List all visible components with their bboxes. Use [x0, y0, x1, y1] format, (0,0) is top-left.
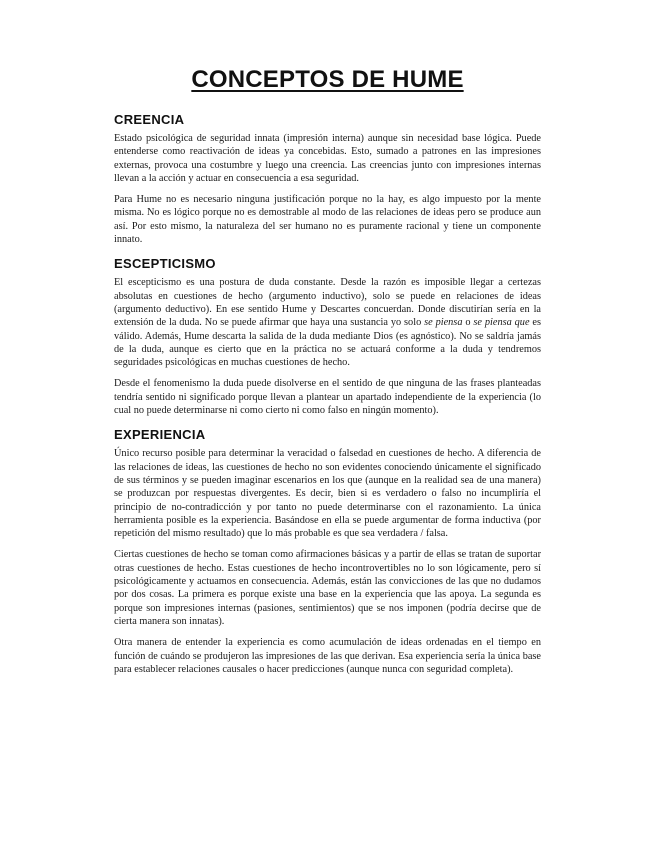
document-content	[114, 66, 541, 686]
paragraph: Otra manera de entender la experiencia es como acumulación de ideas ordenadas en el tiempo en función de cuándo se produjeron las impresiones de las que derivan. Esa experiencia sería la única base para establecer relaciones causales o hacer predicciones (aunque nunca con seguridad completa).	[114, 637, 541, 675]
text-run: o	[462, 317, 474, 329]
section-heading-escepticismo: ESCEPTICISMO	[114, 256, 216, 272]
paragraph: Estado psicológica de seguridad innata (impresión interna) aunque sin necesidad base lógica. Puede entenderse como reactivación de ideas ya concebidas. Esto, sumado a patrones en las impresiones externas, provoca una costumbre y luego una creencia. Las creencias junto con impresiones internas llevan a la acción y actuar en consecuencia a esa seguridad.	[114, 133, 541, 184]
italic-phrase: se piensa que	[473, 317, 530, 329]
paragraph	[114, 276, 541, 369]
section-experiencia	[114, 427, 541, 676]
paragraph: Ciertas cuestiones de hecho se toman como afirmaciones básicas y a partir de ellas se tratan de suportar otras cuestiones de hecho. Estas cuestiones de hecho incontrovertibles no lo son lógicamente, pero sí psicológicamente y actuamos en consecuencia. Además, están las convicciones de las que no dudamos por dos cosas. La primera es porque existe una base en la experiencia que las apoya. La segunda es porque son impresiones internas (pasiones, sentimientos) que se nos imponen (podría decirse que de cierta manera son innatas).	[114, 549, 541, 627]
section-escepticismo	[114, 256, 541, 417]
italic-phrase: se piensa	[424, 317, 463, 329]
section-heading-experiencia: EXPERIENCIA	[114, 427, 206, 443]
paragraph: Para Hume no es necesario ninguna justificación porque no la hay, es algo impuesto por la mente misma. No es lógico porque no es demostrable al modo de las relaciones de ideas pero se produce aun así. Por esto mismo, la naturaleza del ser humano no es puramente racional y tiene un componente innato.	[114, 194, 541, 246]
text-run: El escepticismo es una postura de duda constante. Desde la razón es imposible llegar a certezas absolutas en cuestiones de hecho (argumento inductivo), solo se puede en relaciones de ideas (argumento deductivo). En ese sentido Hume y Descartes concuerdan. Donde discutirían sería en la extensión de la duda. No se puede afirmar que haya una sustancia yo solo	[114, 277, 541, 329]
paragraph: Desde el fenomenismo la duda puede disolverse en el sentido de que ninguna de las frases planteadas tendría sentido ni significado porque llevan a plantear un apartado independiente de la experiencia (lo cual no puede determinarse ni como cierto ni como falso en ningún momento).	[114, 378, 541, 417]
document-title: CONCEPTOS DE HUME	[191, 66, 464, 93]
section-heading-creencia: CREENCIA	[114, 112, 185, 127]
text-run: es válido. Además, Hume descarta la salida de la duda mediante Dios (es agnóstico). No se saldría jamás de la duda, aunque es cierto que en la práctica no se actuará conforme a la duda y tendremos seguridades psicológicas en muchas cuestiones de hecho.	[114, 317, 542, 369]
paragraph: Único recurso posible para determinar la veracidad o falsedad en cuestiones de hecho. A diferencia de las relaciones de ideas, las cuestiones de hecho no son evidentes conociendo únicamente el significado de sus términos y se pueden imaginar escenarios en los que (aunque en la realidad sea de una manera) se produzcan por respuestas divergentes. Es decir, bien si es verdadero o falso no incumpliría el principio de no-contradicción y por tanto no puede determinarse con el razonamiento. La única herramienta posible es la experiencia. Basándose en ella se puede argumentar de forma inductiva (por repetición del mismo resultado) que lo más probable es que sea verdadera / falsa.	[114, 448, 541, 540]
section-creencia	[114, 112, 541, 246]
